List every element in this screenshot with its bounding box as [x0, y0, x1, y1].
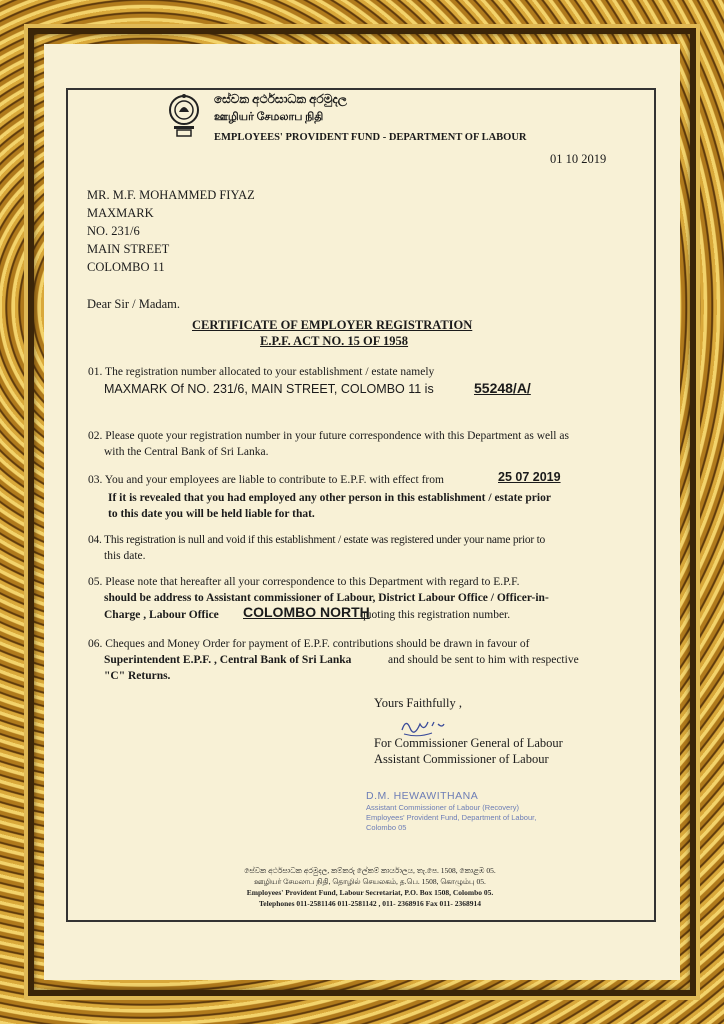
para-02-line2: with the Central Bank of Sri Lanka. [104, 446, 269, 458]
footer-sinhala: සේවක අර්ථසාධක අරමුදල, කම්කරු ලේකම් කාර්යාලය, තැ.පෙ. 1508, කොළඹ 05. [244, 866, 496, 875]
footer-tamil: ஊழியர் சேமலாப நிதி, தொழில் செயலகம், த.பெ. 1508, கொழும்பு 05. [254, 877, 486, 886]
para-01-establishment: MAXMARK Of NO. 231/6, MAIN STREET, COLOMBO 11 is [104, 382, 434, 396]
para-06-line3: "C" Returns. [104, 670, 171, 682]
stamp-line: Employees' Provident Fund, Department of Labour, [366, 813, 537, 822]
labour-office-name: COLOMBO NORTH [243, 604, 370, 620]
registration-number: 55248/A/ [474, 380, 531, 396]
closing-title-line: Assistant Commissioner of Labour [374, 752, 549, 766]
para-03-line1: 03. You and your employees are liable to contribute to E.P.F. with effect from [88, 474, 444, 486]
para-03-bold-line2: to this date you will be held liable for that. [108, 508, 315, 520]
footer-english: Employees' Provident Fund, Labour Secretariat, P.O. Box 1508, Colombo 05. [246, 888, 494, 897]
para-06-rest: and should be sent to him with respective [388, 654, 579, 666]
header-sinhala: සේවක අර්ථසාධක අරමුදල [214, 92, 347, 106]
closing-yours: Yours Faithfully , [374, 696, 462, 710]
certificate-title: CERTIFICATE OF EMPLOYER REGISTRATION [192, 318, 473, 332]
footer-telephones: Telephones 011-2581146 011-2581142 , 011- 2368916 Fax 011- 2368914 [258, 899, 482, 908]
address-line: MAXMARK [87, 206, 154, 220]
stamp-line: Assistant Commissioner of Labour (Recovery) [366, 803, 519, 812]
closing-for-line: For Commissioner General of Labour [374, 736, 563, 750]
address-line: COLOMBO 11 [87, 260, 165, 274]
header-tamil: ஊழியர் சேமலாப நிதி [214, 111, 324, 123]
para-05-bold-line2: Charge , Labour Office [104, 609, 219, 621]
sri-lanka-emblem-icon [168, 92, 200, 142]
act-title: E.P.F. ACT NO. 15 OF 1958 [260, 334, 409, 348]
para-05-rest: quoting this registration number. [360, 609, 511, 621]
para-01-intro: 01. The registration number allocated to your establishment / estate namely [88, 366, 435, 378]
para-04-line1: 04. This registration is null and void if this establishment / estate was registered under your name prior to [88, 534, 546, 546]
para-03-bold-line1: If it is revealed that you had employed any other person in this establishment / estate prior [108, 492, 551, 504]
stamp-line: Colombo 05 [366, 823, 407, 832]
salutation: Dear Sir / Madam. [87, 297, 181, 311]
header-english: EMPLOYEES' PROVIDENT FUND - DEPARTMENT OF LABOUR [214, 132, 527, 143]
para-05-bold-line1: should be address to Assistant commissioner of Labour, District Labour Office / Officer-in- [104, 592, 549, 604]
para-06-bold: Superintendent E.P.F. , Central Bank of Sri Lanka [104, 654, 352, 666]
address-line: NO. 231/6 [87, 224, 140, 238]
para-02-line1: 02. Please quote your registration number in your future correspondence with this Department as well as [88, 430, 569, 442]
para-04-line2: this date. [104, 550, 146, 562]
para-06-line1: 06. Cheques and Money Order for payment of E.P.F. contributions should be drawn in favour of [88, 638, 530, 650]
address-line: MR. M.F. MOHAMMED FIYAZ [87, 188, 255, 202]
stamp-name: D.M. HEWAWITHANA [366, 790, 479, 802]
address-line: MAIN STREET [87, 242, 170, 256]
effective-date: 25 07 2019 [498, 470, 561, 484]
para-05-line1: 05. Please note that hereafter all your correspondence to this Department with regard to E.P.F. [88, 576, 520, 588]
letter-date: 01 10 2019 [550, 152, 607, 166]
